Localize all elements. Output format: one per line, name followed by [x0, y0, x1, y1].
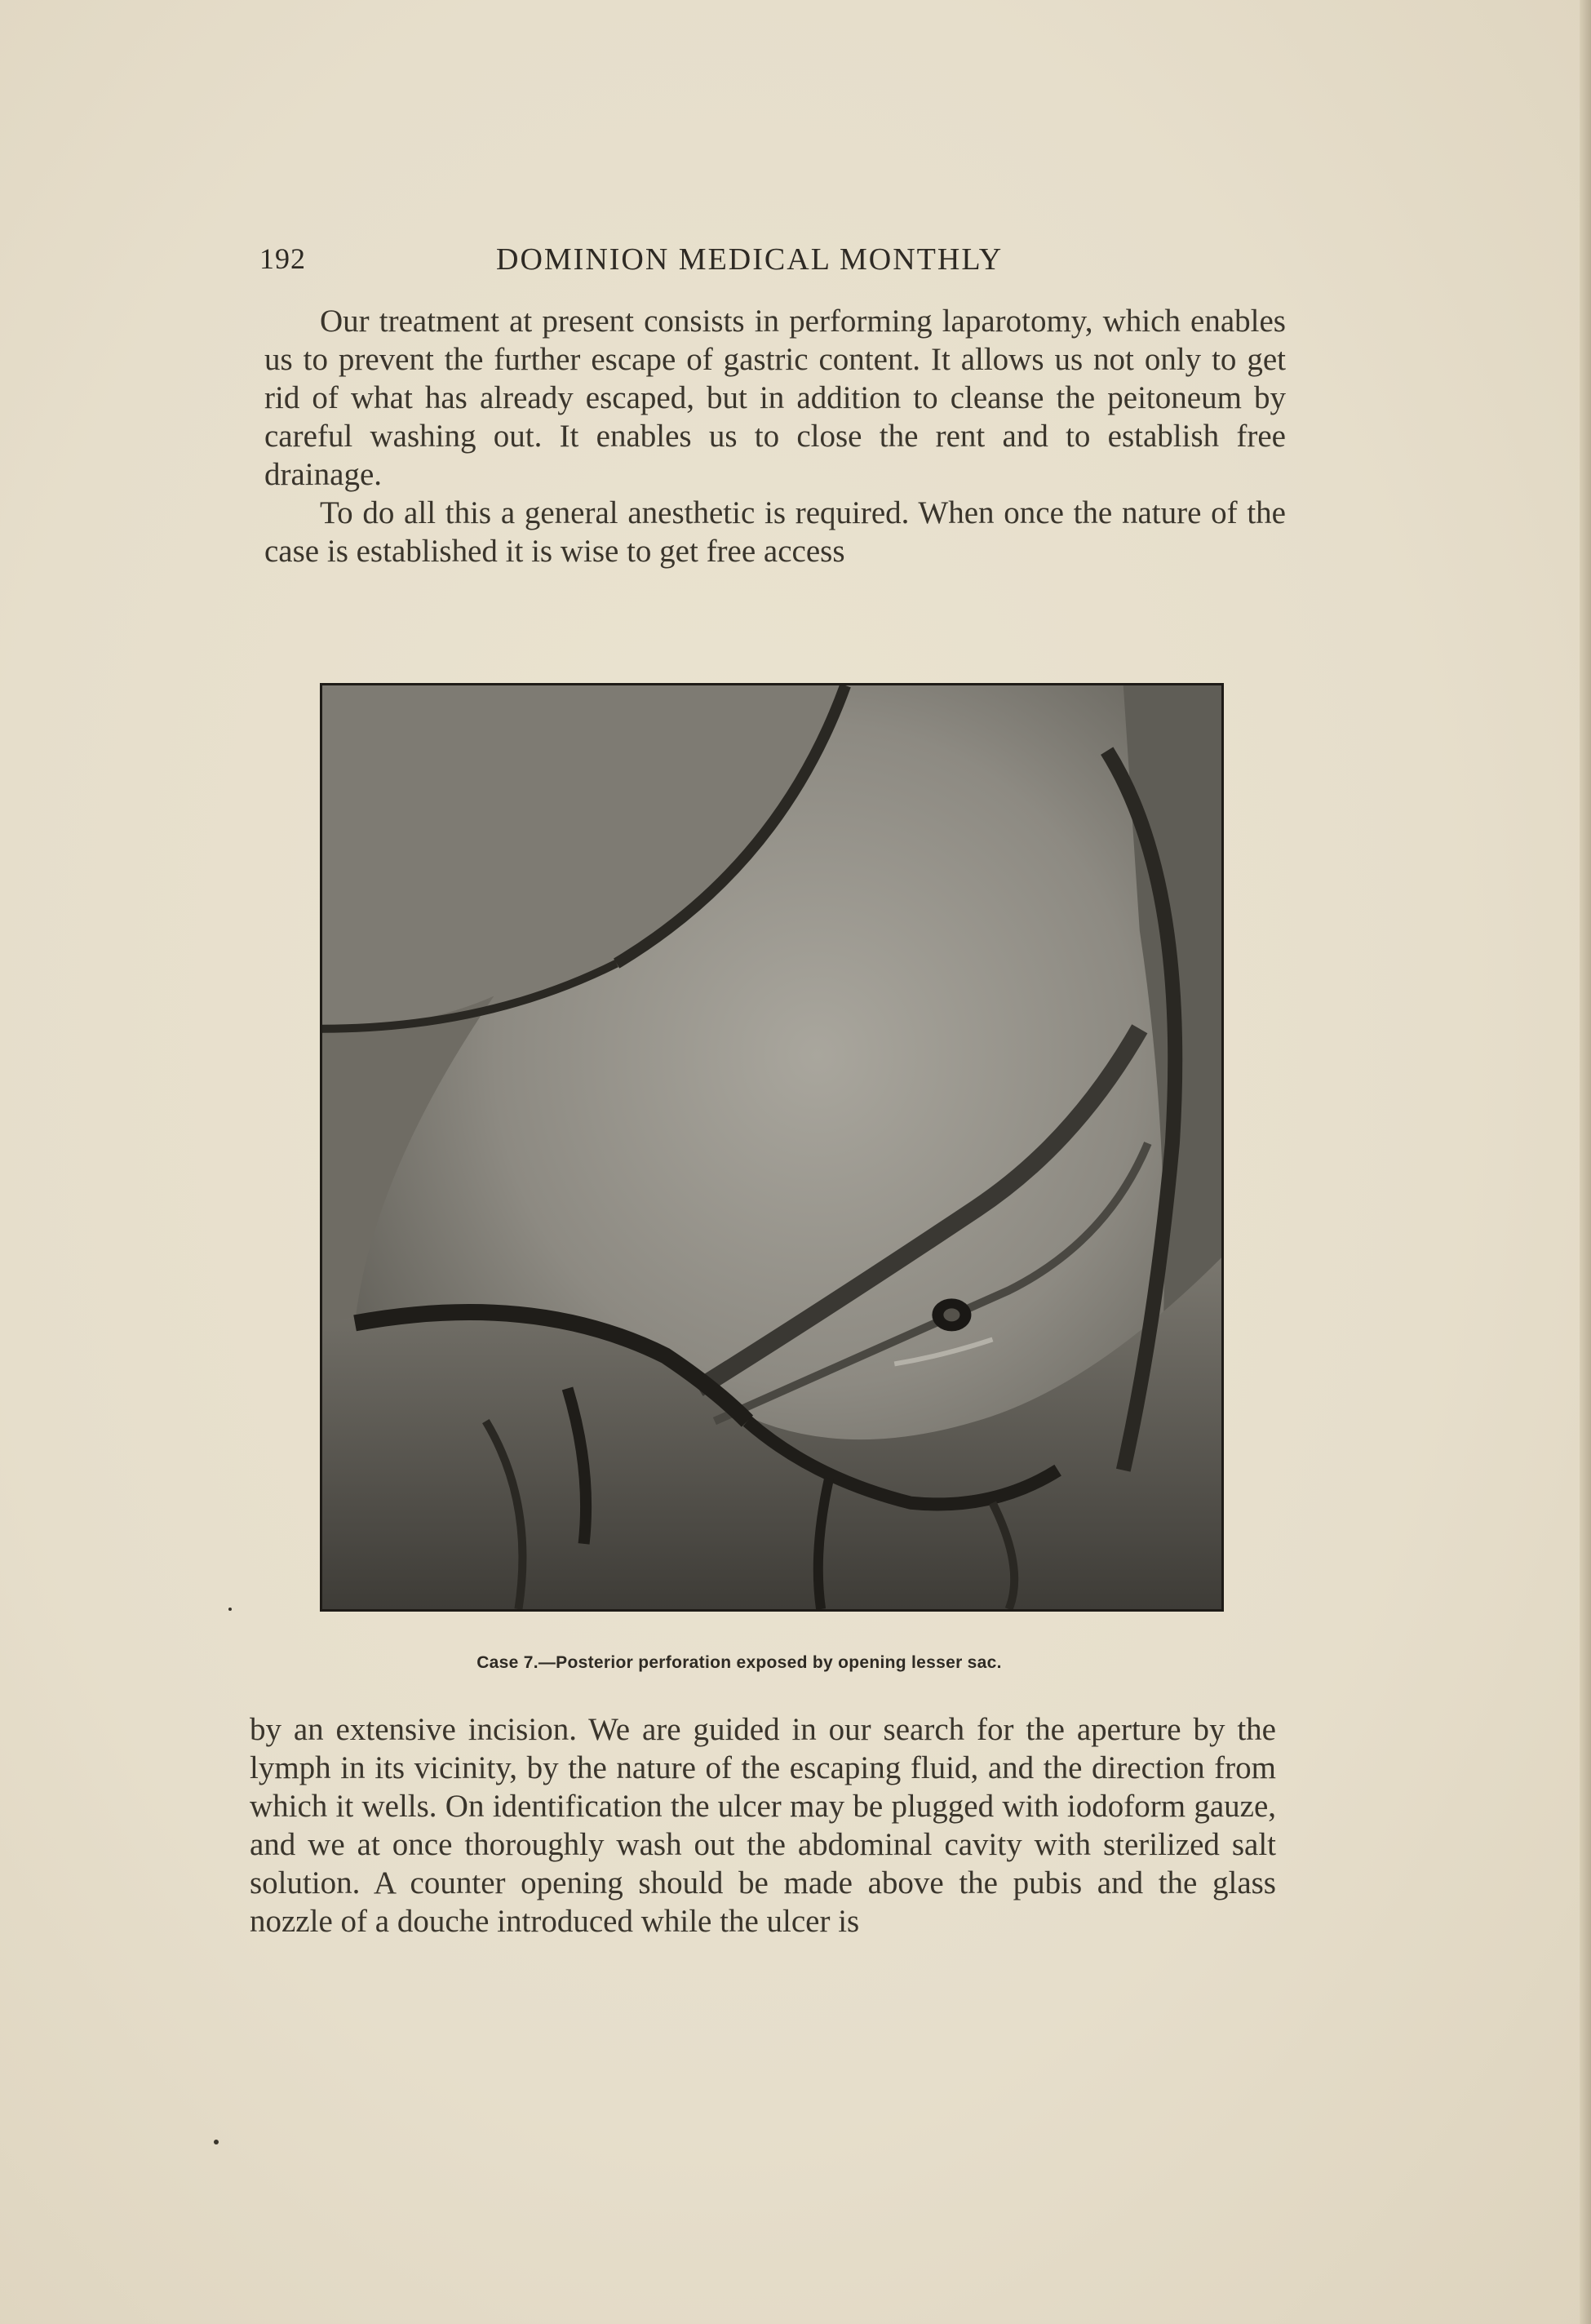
- figure-photograph: [320, 683, 1224, 1612]
- figure-caption: Case 7.—Posterior perforation exposed by opening lesser sac.: [476, 1653, 1002, 1672]
- ink-speck: [228, 1608, 232, 1611]
- body-text-top: [264, 302, 1286, 570]
- surgical-photo-illustration: [322, 685, 1221, 1609]
- page-header: [259, 242, 1075, 282]
- running-title: DOMINION MEDICAL MONTHLY: [496, 242, 1004, 277]
- paragraph: Our treatment at present consists in performing laparotomy, which enables us to prevent the further escape of gastric content. It allows us not only to get rid of what has already escaped, but in addition to cleanse the peitoneum by careful washing out. It enables us to close the rent and to establish free drainage.: [264, 304, 1286, 492]
- paragraph: To do all this a general anesthetic is required. When once the nature of the case is established it is wise to get free access: [264, 495, 1286, 569]
- ink-speck: [214, 2140, 219, 2144]
- body-text-bottom: [250, 1710, 1276, 1940]
- paragraph: by an extensive incision. We are guided in our search for the aperture by the lymph in its vicinity, by the nature of the escaping fluid, and the direction from which it wells. On identification the ulcer may be plugged with iodoform gauze, and we at once thoroughly wash out the abdominal cavity with sterilized salt solution. A counter opening should be made above the pubis and the glass nozzle of a douche introduced while the ulcer is: [250, 1712, 1276, 1939]
- page-number: 192: [259, 242, 306, 275]
- page-edge: [1580, 0, 1591, 2324]
